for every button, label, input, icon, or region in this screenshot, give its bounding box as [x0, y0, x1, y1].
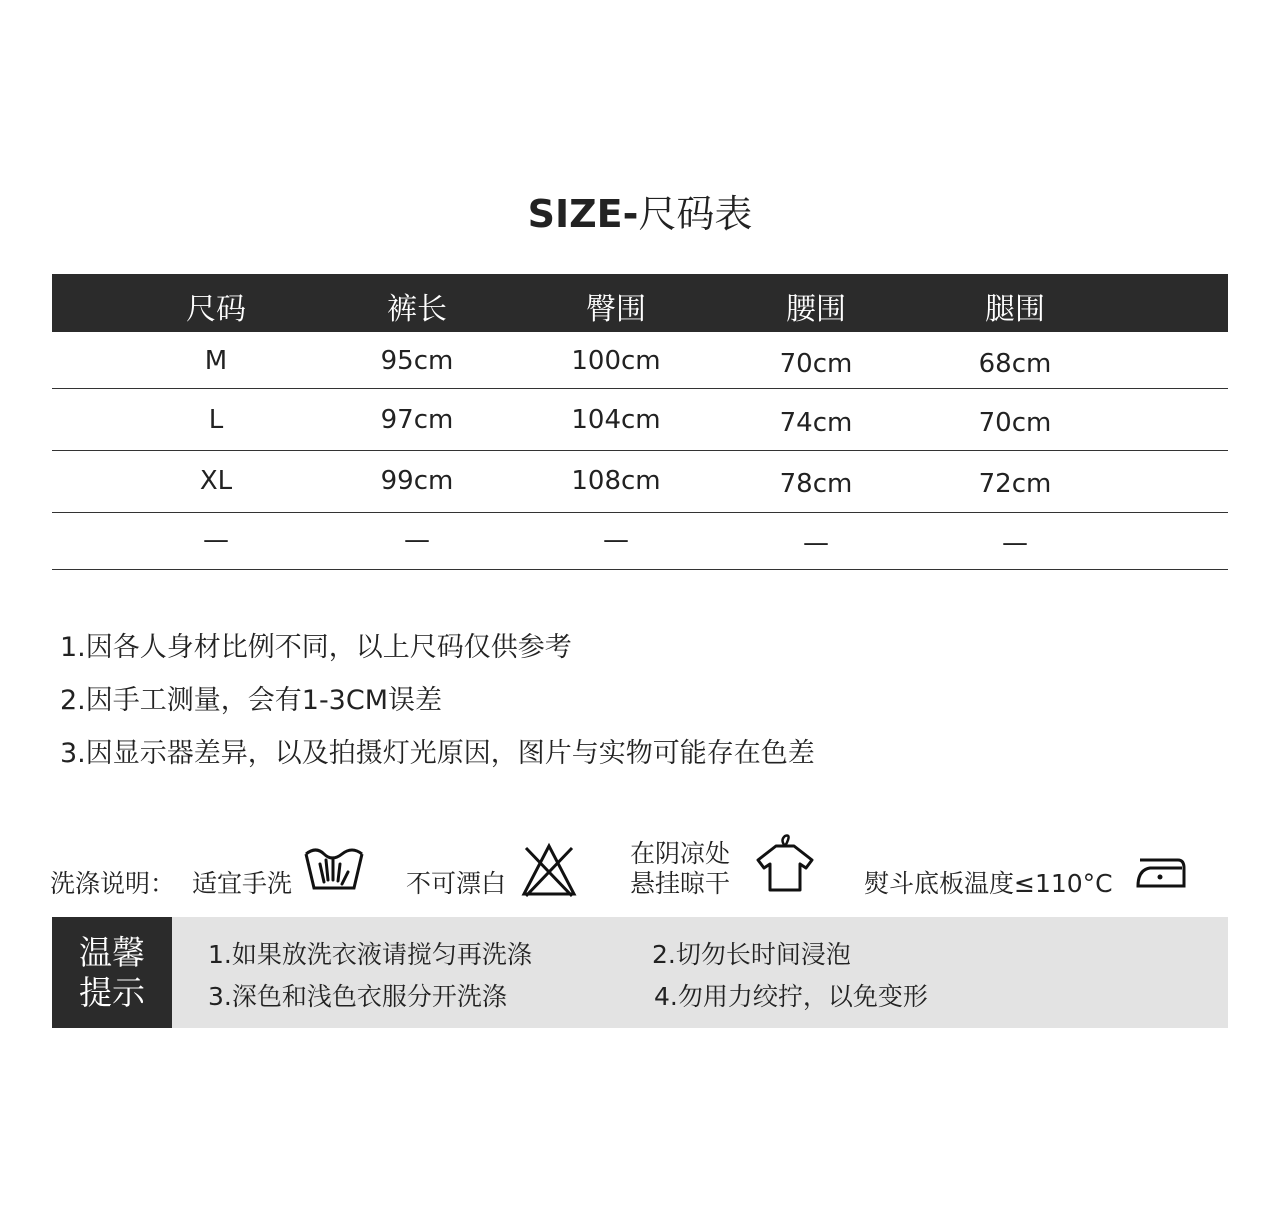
iron-icon	[1134, 852, 1188, 896]
table-cell: 104cm	[571, 405, 661, 435]
hang-dry-icon	[754, 832, 816, 898]
note-item: 3.因显示器差异，以及拍摄灯光原因，图片与实物可能存在色差	[60, 738, 815, 769]
table-cell: —	[404, 525, 430, 555]
table-cell: 97cm	[380, 405, 454, 435]
header-waist: 腰围	[786, 292, 846, 327]
table-cell: —	[803, 528, 829, 558]
note-item: 2.因手工测量，会有1-3CM误差	[60, 685, 443, 716]
title-bold: SIZE-	[527, 192, 639, 236]
table-cell: 72cm	[978, 469, 1052, 499]
no-bleach-label: 不可漂白	[406, 869, 507, 898]
table-cell: 70cm	[978, 408, 1052, 438]
tip-item: 4.勿用力绞拧，以免变形	[654, 982, 928, 1011]
iron-label: 熨斗底板温度≤110°C	[864, 869, 1113, 898]
header-size: 尺码	[186, 292, 246, 327]
tips-label-line2: 提示	[79, 972, 145, 1012]
dry-label-line1: 在阴凉处	[630, 839, 731, 868]
table-cell: 68cm	[978, 349, 1052, 379]
table-row	[52, 332, 1228, 389]
table-cell: 78cm	[779, 469, 853, 499]
table-cell: 70cm	[779, 349, 853, 379]
table-cell: M	[204, 346, 228, 376]
table-cell: 108cm	[571, 466, 661, 496]
title-rest: 尺码表	[638, 192, 753, 236]
header-length: 裤长	[387, 292, 447, 327]
table-header	[52, 274, 1228, 332]
table-cell: 100cm	[571, 346, 661, 376]
tip-item: 1.如果放洗衣液请搅匀再洗涤	[208, 940, 532, 969]
note-item: 1.因各人身材比例不同，以上尺码仅供参考	[60, 632, 572, 663]
care-instructions	[0, 838, 1280, 908]
tips-label-line1: 温馨	[79, 932, 145, 972]
page-title	[0, 190, 1280, 238]
care-label: 洗涤说明：	[50, 869, 176, 898]
table-cell: 95cm	[380, 346, 454, 376]
size-notes	[60, 628, 815, 787]
hand-wash-label: 适宜手洗	[192, 869, 293, 898]
size-table	[52, 274, 1228, 570]
tip-item: 2.切勿长时间浸泡	[652, 940, 851, 969]
header-thigh: 腿围	[985, 292, 1045, 327]
table-cell: 74cm	[779, 408, 853, 438]
hand-wash-icon	[302, 842, 366, 902]
table-cell: XL	[199, 466, 233, 496]
table-cell: —	[603, 525, 629, 555]
table-cell: 99cm	[380, 466, 454, 496]
table-row	[52, 389, 1228, 451]
dry-label-line2: 悬挂晾干	[630, 869, 731, 898]
tips-label	[52, 917, 172, 1028]
table-row	[52, 451, 1228, 513]
no-bleach-icon	[520, 842, 578, 902]
table-row	[52, 513, 1228, 570]
header-hip: 臀围	[586, 292, 646, 327]
table-cell: —	[1002, 528, 1028, 558]
tips-panel	[52, 917, 1228, 1028]
tip-item: 3.深色和浅色衣服分开洗涤	[208, 982, 507, 1011]
table-cell: L	[208, 405, 224, 435]
table-cell: —	[203, 525, 229, 555]
